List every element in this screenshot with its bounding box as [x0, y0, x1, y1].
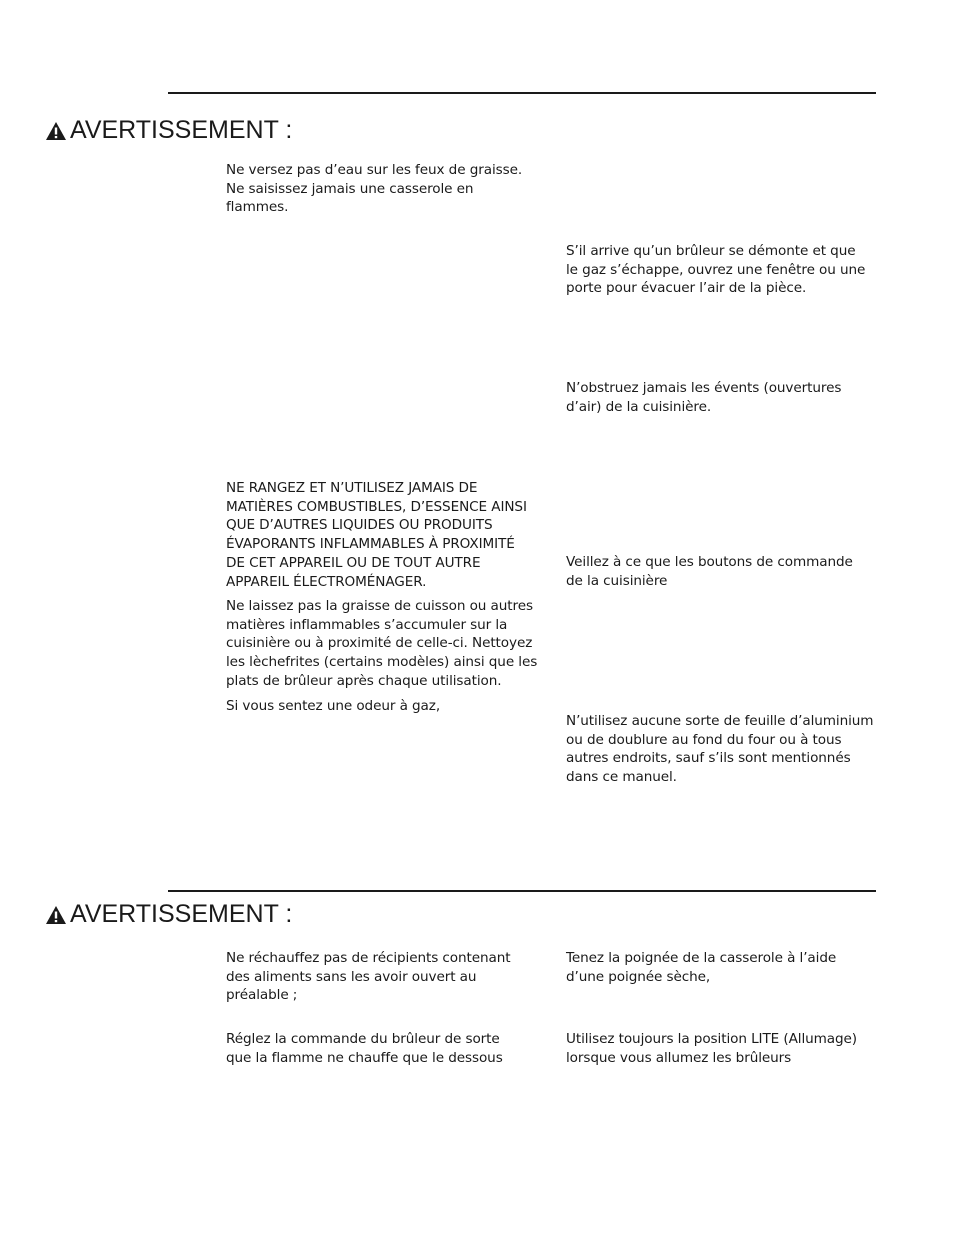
section1-heading-text: AVERTISSEMENT :	[70, 116, 293, 144]
grease-buildup-warning: Ne laissez pas la graisse de cuisson ou autres matières inflammables s’accumuler sur la cuisinière ou à proximité de celle-ci. Nettoyez les lèchefrites (certains modèles) ainsi que les plats de brûleur après chaque utilisation.	[226, 598, 538, 689]
warning-triangle-icon	[45, 905, 67, 925]
gas-odor-warning: Si vous sentez une odeur à gaz,	[226, 698, 441, 714]
control-knobs-warning: Veillez à ce que les boutons de commande de la cuisinière	[566, 554, 853, 589]
burner-flame-adjust-warning: Réglez la commande du brûleur de sorte que la flamme ne chauffe que le dessous	[226, 1031, 503, 1066]
grease-fire-warning: Ne versez pas d’eau sur les feux de graisse. Ne saisissez jamais une casserole en flammes.	[226, 162, 523, 216]
section2-heading-text: AVERTISSEMENT :	[70, 900, 293, 928]
section1-divider	[168, 92, 876, 94]
sealed-container-warning: Ne réchauffez pas de récipients contenant des aliments sans les avoir ouvert au préalable ;	[226, 950, 511, 1004]
lite-position-warning: Utilisez toujours la position LITE (Allumage) lorsque vous allumez les brûleurs	[566, 1031, 858, 1066]
section2-heading	[45, 900, 292, 929]
burner-gas-leak-warning: S’il arrive qu’un brûleur se démonte et que le gaz s’échappe, ouvrez une fenêtre ou une porte pour évacuer l’air de la pièce.	[566, 243, 866, 297]
warning-triangle-icon	[45, 121, 67, 141]
aluminum-foil-warning: N’utilisez aucune sorte de feuille d’aluminium ou de doublure au fond du four ou à tous autres endroits, sauf s’ils sont mentionnés dans ce manuel.	[566, 713, 874, 786]
flammable-storage-warning: NE RANGEZ ET N’UTILISEZ JAMAIS DE MATIÈRES COMBUSTIBLES, D’ESSENCE AINSI QUE D’AUTRES LIQUIDES OU PRODUITS ÉVAPORANTS INFLAMMABLES À PROXIMITÉ DE CET APPAREIL OU DE TOUT AUTRE APPAREIL ÉLECTROMÉNAGER.	[226, 480, 527, 590]
vent-obstruction-warning: N’obstruez jamais les évents (ouvertures d’air) de la cuisinière.	[566, 380, 842, 415]
pan-handle-warning: Tenez la poignée de la casserole à l’aide d’une poignée sèche,	[566, 950, 837, 985]
section1-heading	[45, 116, 292, 145]
section2-divider	[168, 890, 876, 892]
